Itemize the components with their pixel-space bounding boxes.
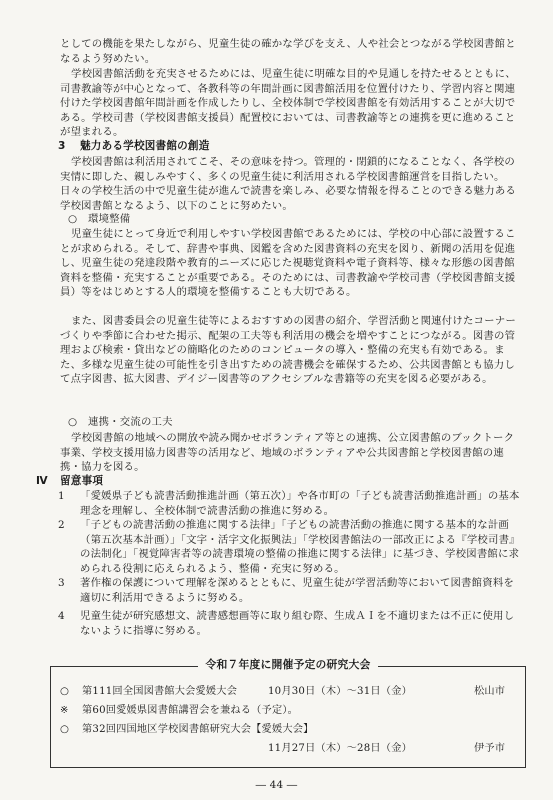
note-item-text: 著作権の保護について理解を深めるとともに、児童生徒が学習活動等において図書館資料を適切に利活用できるように努める。 xyxy=(80,577,515,604)
event-name: 第32回四国地区学校図書館研究大会【愛媛大会】 xyxy=(82,724,314,735)
research-conference-box xyxy=(50,658,526,770)
note-item xyxy=(58,518,522,576)
subsection-cooperation-title: 連携・交流の工夫 xyxy=(88,416,173,428)
section-4-title: 留意事項 xyxy=(60,475,104,487)
section-3-title: 魅力ある学校図書館の創造 xyxy=(80,140,210,152)
section-3-heading xyxy=(58,139,210,154)
environment-paragraph-2: また、図書委員会の児童生徒等によるおすすめの図書の紹介、学習活動と関連付けたコーナーづくりや季節に合わせた掲示、配架の工夫等も利活用の機会を増やすことにつながる。図書の管理および検索・貸出などの簡略化のためのコンピュータの導入・整備の充実も有効である。また、多様な児童生徒の可能性を引き出すための読書機会を確保するため、公共図書館とも協力して点字図書、拡大図書、デイジー図書等のアクセシブルな書籍等の充実を図る必要がある。 xyxy=(60,315,516,385)
event-place: 松山市 xyxy=(474,686,506,697)
event-note: 第60回愛媛県図書館講習会を兼ねる（予定）。 xyxy=(82,705,299,716)
note-item xyxy=(58,609,522,638)
environment-paragraph-1: 児童生徒にとって身近で利用しやすい学校図書館であるためには、学校の中心部に設置することが求められる。そして、辞書や事典、図鑑を含めた図書資料の充実を図り、新聞の活用を促進し、児童生徒の発達段階や教育的ニーズに応じた視聴覚資料や電子資料等、様々な形態の図書館資料を整備・充実することが重要である。そのためには、司書教諭や学校司書（学校図書館支援員）等をはじめとする人的環境を整備することも大切である。 xyxy=(60,228,516,298)
section-3-lead: 学校図書館は利活用されてこそ、その意味を持つ。管理的・閉鎖的になることなく、各学校の実情に即した、親しみやすく、多くの児童生徒に利活用される学校図書館運営を目指したい。日々の学校生活の中で児童生徒が進んで読書を楽しみ、必要な情報を得ることのできる魅力ある学校図書館となるよう、以下のことに努めたい。 xyxy=(60,156,517,212)
intro-paragraph-activities: 学校図書館活動を充実させるためには、児童生徒に明確な目的や見通しを持たせるとともに、司書教諭等が中心となって、各教科等の年間計画に図書館活用を位置付けたり、学習内容と関連付けた学校図書館年間計画を作成したりし、全校体制で学校図書館を有効活用することが大切である。学校司書（学校図書館支援員）配置校においては、司書教諭等との連携を更に進めることが望まれる。 xyxy=(60,68,516,138)
note-item-number: 2 xyxy=(58,519,65,531)
event-name: 第111回全国図書館大会愛媛大会 xyxy=(82,686,238,697)
subsection-environment-title: 環境整備 xyxy=(88,213,131,225)
event-date: 10月30日（木）～31日（金） xyxy=(268,686,412,697)
subsection-environment-heading xyxy=(68,212,130,227)
note-item-number: 1 xyxy=(58,490,65,502)
section-4-number: Ⅳ xyxy=(36,475,48,487)
event-mark: ○ xyxy=(60,686,70,697)
event-mark: ※ xyxy=(60,705,69,716)
note-item xyxy=(58,489,522,518)
note-item xyxy=(58,576,522,605)
cooperation-paragraph: 学校図書館の地域への開放や読み聞かせボランティア等との連携、公立図書館のブックトーク事業、学校支援用協力図書等の活用など、地域のボランティアや公共図書館と学校図書館の連携・協力を図る。 xyxy=(60,432,515,473)
note-item-text: 「子どもの読書活動の推進に関する法律」「子どもの読書活動の推進に関する基本的な計画（第五次基本計画）」「文字・活字文化振興法」「学校図書館法の一部改正による『学校司書』の法制化」「視覚障害者等の読書環境の整備の推進に関する法律」に基づき、学校図書館に求められる役割に応えられるよう、整備・充実に努める。 xyxy=(80,519,520,575)
note-item-number: 4 xyxy=(58,610,65,622)
event-place: 伊予市 xyxy=(474,743,506,754)
section-3-number: 3 xyxy=(58,140,66,152)
note-item-text: 「愛媛県子ども読書活動推進計画（第五次）」や各市町の「子ども読書活動推進計画」の基本理念を理解し、全校体制で読書活動の推進に努める。 xyxy=(80,490,520,517)
event-date: 11月27日（木）～28日（金） xyxy=(268,743,412,754)
event-mark: ○ xyxy=(60,724,70,735)
section-4-heading xyxy=(36,474,103,489)
note-item-number: 3 xyxy=(58,577,65,589)
circle-bullet-icon: ○ xyxy=(68,213,78,225)
intro-paragraph-continuation: としての機能を果たしながら、児童生徒の確かな学びを支え、人や社会とつながる学校図書館となるよう努めたい。 xyxy=(60,38,516,65)
conference-box-title: 令和７年度に開催予定の研究大会 xyxy=(50,658,526,673)
circle-bullet-icon: ○ xyxy=(68,416,78,428)
note-item-text: 児童生徒が研究感想文、読書感想画等に取り組む際、生成ＡＩを不適切または不正に使用しないように指導に努める。 xyxy=(80,610,515,637)
subsection-cooperation-heading xyxy=(68,415,173,430)
page-number: ― 44 ― xyxy=(255,779,298,791)
